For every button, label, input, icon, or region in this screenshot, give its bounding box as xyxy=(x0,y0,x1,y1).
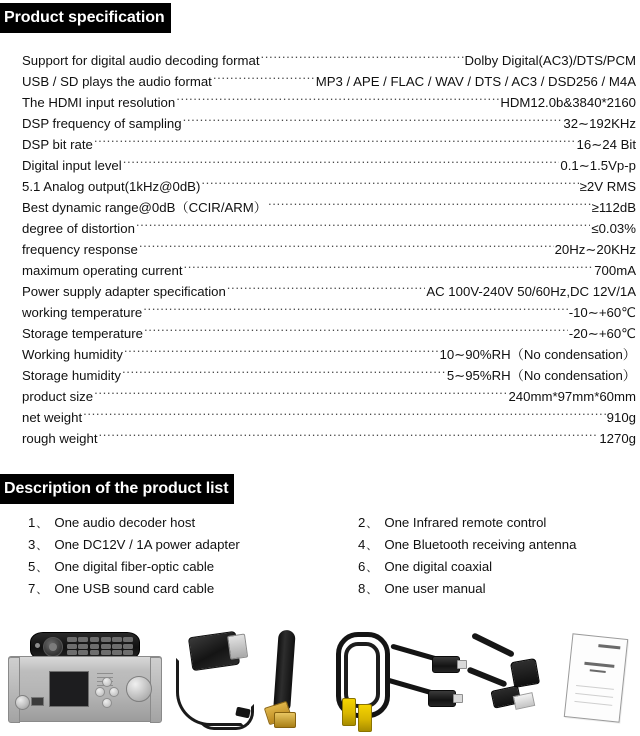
toslink-tip xyxy=(457,660,467,669)
spec-leader-dots xyxy=(123,149,560,170)
spec-value: 16∼24 Bit xyxy=(576,137,636,152)
spec-value: 20Hz∼20KHz xyxy=(554,242,636,257)
spec-leader-dots xyxy=(144,317,568,338)
host-display xyxy=(49,671,89,707)
usb-cable-second-leg xyxy=(466,666,507,687)
spec-label: Working humidity xyxy=(22,347,123,362)
spec-label: DSP bit rate xyxy=(22,137,93,152)
spec-leader-dots xyxy=(122,359,446,380)
spec-label: degree of distortion xyxy=(22,221,135,236)
spec-value: 5∼95%RH（No condensation） xyxy=(446,368,636,383)
product-list-item-separator: 、 xyxy=(366,540,378,552)
product-list-item-separator: 、 xyxy=(366,518,378,530)
product-list-item-separator: 、 xyxy=(366,584,378,596)
specification-table xyxy=(22,44,636,446)
host-usb-port xyxy=(31,697,44,706)
product-list xyxy=(28,512,636,600)
spec-label: Best dynamic range@0dB（CCIR/ARM） xyxy=(22,200,267,215)
spec-value: 910g xyxy=(606,410,636,425)
spec-leader-dots xyxy=(94,380,507,401)
host-vent xyxy=(97,673,113,674)
spec-row xyxy=(22,128,636,152)
product-list-item-separator: 、 xyxy=(36,584,48,596)
spec-label: net weight xyxy=(22,410,83,425)
spec-value: -20∼+60℃ xyxy=(568,326,636,341)
product-list-item xyxy=(28,578,358,600)
remote-indicator xyxy=(35,643,40,648)
product-list-title: Description of the product list xyxy=(0,474,234,504)
product-list-item-number: 8 xyxy=(358,581,366,596)
product-list-item xyxy=(358,556,636,578)
host-button xyxy=(102,698,112,708)
spec-leader-dots xyxy=(176,86,499,107)
remote-keypad xyxy=(67,637,133,655)
product-list-item-separator: 、 xyxy=(366,562,378,574)
spec-leader-dots xyxy=(124,338,439,359)
product-list-item-number: 4 xyxy=(358,537,366,552)
remote-dpad xyxy=(43,637,63,657)
spec-value: 10∼90%RH（No condensation） xyxy=(439,347,636,362)
spec-label: maximum operating current xyxy=(22,263,183,278)
product-list-item xyxy=(28,534,358,556)
manual-text-line xyxy=(575,693,613,698)
spec-value: HDM12.0b&3840*2160 xyxy=(500,95,636,110)
spec-label: product size xyxy=(22,389,94,404)
product-list-item-label: One Infrared remote control xyxy=(384,515,547,530)
spec-leader-dots xyxy=(184,254,594,275)
spec-value: -10∼+60℃ xyxy=(568,305,636,320)
spec-leader-dots xyxy=(139,233,554,254)
spec-label: frequency response xyxy=(22,242,138,257)
spec-label: USB / SD plays the audio format xyxy=(22,74,212,89)
spec-label: The HDMI input resolution xyxy=(22,95,176,110)
product-list-item-label: One user manual xyxy=(384,581,486,596)
spec-label: DSP frequency of sampling xyxy=(22,116,182,131)
spec-value: 240mm*97mm*60mm xyxy=(508,389,636,404)
spec-value: 1270g xyxy=(599,431,636,446)
fiber-optic-cable-photo xyxy=(390,643,438,661)
spec-leader-dots xyxy=(201,170,578,191)
spec-row xyxy=(22,149,636,173)
product-list-item xyxy=(28,512,358,534)
spec-label: Digital input level xyxy=(22,158,122,173)
spec-leader-dots xyxy=(94,128,576,149)
toslink-tip xyxy=(453,694,463,703)
spec-leader-dots xyxy=(261,44,464,65)
product-list-item-label: One USB sound card cable xyxy=(54,581,215,596)
host-button xyxy=(109,687,119,697)
spec-value: ≥112dB xyxy=(591,200,636,215)
host-left-panel xyxy=(8,657,20,723)
spec-leader-dots xyxy=(268,191,591,212)
spec-value: ≥2V RMS xyxy=(579,179,636,194)
product-list-item-separator: 、 xyxy=(36,562,48,574)
spec-label: rough weight xyxy=(22,431,98,446)
usb-type-b-plug xyxy=(510,658,540,688)
product-list-item-label: One DC12V / 1A power adapter xyxy=(54,537,240,552)
product-list-item xyxy=(28,556,358,578)
product-list-item-label: One audio decoder host xyxy=(54,515,196,530)
manual-text-line xyxy=(574,701,612,706)
product-list-item-number: 2 xyxy=(358,515,366,530)
antenna-sma-connector xyxy=(274,712,296,728)
product-list-item-label: One digital coaxial xyxy=(384,559,493,574)
spec-label: Storage temperature xyxy=(22,326,143,341)
usb-cable-photo xyxy=(471,632,515,658)
fiber-optic-cable-second xyxy=(386,677,434,695)
adapter-prongs xyxy=(227,634,248,660)
accessory-photo-strip xyxy=(0,612,640,736)
product-specification-header xyxy=(0,3,171,33)
spec-leader-dots xyxy=(136,212,590,233)
usb-type-a-shell xyxy=(513,692,535,710)
product-list-item-label: One Bluetooth receiving antenna xyxy=(384,537,577,552)
spec-value: 32∼192KHz xyxy=(563,116,636,131)
product-list-item-number: 5 xyxy=(28,559,36,574)
product-specification-title: Product specification xyxy=(0,3,171,33)
manual-subtitle-mark xyxy=(590,669,606,673)
spec-row xyxy=(22,422,636,446)
toslink-connector xyxy=(432,656,460,673)
product-list-item xyxy=(358,512,636,534)
product-list-item-label: One digital fiber-optic cable xyxy=(54,559,215,574)
spec-label: 5.1 Analog output(1kHz@0dB) xyxy=(22,179,201,194)
product-list-item-number: 6 xyxy=(358,559,366,574)
spec-leader-dots xyxy=(227,275,426,296)
spec-value: AC 100V-240V 50/60Hz,DC 12V/1A xyxy=(426,284,636,299)
host-feet xyxy=(23,721,149,725)
host-power-knob xyxy=(15,695,30,710)
spec-value: MP3 / APE / FLAC / WAV / DTS / AC3 / DSD256 / M4A xyxy=(315,74,636,89)
rca-plug xyxy=(342,698,356,726)
host-button xyxy=(95,687,105,697)
spec-value: ≤0.03% xyxy=(591,221,636,236)
product-list-item-separator: 、 xyxy=(36,540,48,552)
product-list-item-number: 7 xyxy=(28,581,36,596)
spec-leader-dots xyxy=(143,296,567,317)
manual-title-mark xyxy=(584,662,614,668)
product-list-header xyxy=(0,474,234,504)
bluetooth-antenna-photo xyxy=(273,630,296,711)
host-volume-knob xyxy=(126,676,152,702)
manual-header-mark xyxy=(598,644,620,649)
spec-label: Power supply adapter specification xyxy=(22,284,226,299)
spec-row xyxy=(22,401,636,425)
spec-value: 700mA xyxy=(594,263,636,278)
spec-value: 0.1∼1.5Vp-p xyxy=(560,158,636,173)
product-list-item-number: 1 xyxy=(28,515,36,530)
product-list-item xyxy=(358,578,636,600)
spec-label: working temperature xyxy=(22,305,143,320)
user-manual-photo xyxy=(564,633,628,722)
spec-leader-dots xyxy=(99,422,599,443)
toslink-connector xyxy=(428,690,456,707)
manual-text-line xyxy=(576,685,614,690)
product-list-item-number: 3 xyxy=(28,537,36,552)
spec-label: Storage humidity xyxy=(22,368,121,383)
spec-leader-dots xyxy=(83,401,606,422)
product-list-item xyxy=(358,534,636,556)
spec-leader-dots xyxy=(213,65,315,86)
spec-value: Dolby Digital(AC3)/DTS/PCM xyxy=(464,53,636,68)
host-button xyxy=(102,677,112,687)
spec-row xyxy=(22,44,636,68)
rca-plug xyxy=(358,704,372,732)
spec-label: Support for digital audio decoding format xyxy=(22,53,260,68)
spec-leader-dots xyxy=(183,107,563,128)
decoder-host-photo xyxy=(8,656,162,722)
product-list-item-separator: 、 xyxy=(36,518,48,530)
